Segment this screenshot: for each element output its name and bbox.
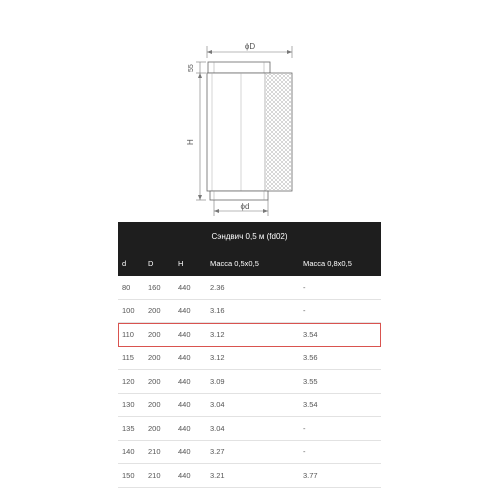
- spec-table: [118, 222, 381, 488]
- table-row: [118, 394, 381, 418]
- table-cell: 3.54: [303, 400, 318, 410]
- column-headers: [118, 250, 381, 276]
- table-row: [118, 347, 381, 371]
- table-cell: 160: [148, 282, 161, 292]
- table-cell: 210: [148, 447, 161, 457]
- table-cell: 3.21: [210, 470, 225, 480]
- table-cell: 3.54: [303, 329, 318, 339]
- table-cell: 115: [122, 353, 134, 363]
- column-header-mass-05: Масса 0,5x0,5: [210, 258, 259, 268]
- table-cell: -: [303, 306, 306, 316]
- table-row: [118, 441, 381, 465]
- table-cell: 200: [148, 376, 161, 386]
- table-cell: 3.12: [210, 353, 225, 363]
- table-row: [118, 417, 381, 441]
- table-cell: 3.04: [210, 400, 225, 410]
- table-header: [118, 222, 381, 276]
- table-cell: 100: [122, 306, 135, 316]
- table-cell: 120: [122, 376, 135, 386]
- height-label: H: [186, 139, 195, 145]
- table-title: Сэндвич 0,5 м (fd02): [211, 231, 288, 241]
- column-header-D: D: [148, 258, 154, 268]
- table-cell: 440: [178, 376, 191, 386]
- table-row: [118, 276, 381, 300]
- inner-diameter-dimension: [214, 200, 268, 216]
- outer-diameter-dimension: [207, 42, 292, 58]
- column-header-mass-08: Масса 0,8x0,5: [303, 258, 352, 268]
- table-cell: 200: [148, 423, 161, 433]
- table-cell: 440: [178, 329, 191, 339]
- table-cell: -: [303, 447, 306, 457]
- table-cell: 150: [122, 470, 135, 480]
- table-cell: 3.09: [210, 376, 225, 386]
- table-cell: 135: [122, 423, 135, 433]
- table-cell: 440: [178, 306, 191, 316]
- column-header-d: d: [122, 258, 127, 268]
- table-cell: 200: [148, 353, 161, 363]
- table-cell: 440: [178, 400, 191, 410]
- table-row: [118, 464, 381, 488]
- table-cell: 3.12: [210, 329, 225, 339]
- table-cell: 440: [178, 282, 191, 292]
- table-cell: 3.04: [210, 423, 225, 433]
- height-dimension: [186, 73, 206, 200]
- table-row: [118, 300, 381, 324]
- table-cell: -: [303, 423, 306, 433]
- table-cell: 3.55: [303, 376, 318, 386]
- outer-diameter-label: ϕD: [244, 42, 256, 51]
- insulation-hatch: [266, 74, 291, 190]
- table-row-highlighted: [118, 323, 381, 347]
- table-cell: 110: [122, 329, 134, 339]
- table-cell: 2.36: [210, 282, 225, 292]
- table-cell: 200: [148, 329, 161, 339]
- table-cell: 440: [178, 353, 191, 363]
- table-cell: 130: [122, 400, 135, 410]
- table-cell: 140: [122, 447, 135, 457]
- table-cell: 80: [122, 282, 131, 292]
- neck-label: 55: [188, 64, 195, 72]
- pipe-technical-drawing: [0, 0, 500, 220]
- table-cell: 200: [148, 306, 161, 316]
- table-cell: 440: [178, 423, 191, 433]
- table-body: [118, 276, 381, 488]
- neck-dimension: [188, 62, 206, 73]
- table-cell: -: [303, 282, 306, 292]
- table-cell: 3.56: [303, 353, 318, 363]
- table-cell: 3.77: [303, 470, 318, 480]
- pipe-body: [207, 62, 292, 200]
- column-header-H: H: [178, 258, 184, 268]
- table-cell: 210: [148, 470, 161, 480]
- table-cell: 200: [148, 400, 161, 410]
- table-cell: 3.27: [210, 447, 225, 457]
- table-cell: 3.16: [210, 306, 225, 316]
- table-row: [118, 370, 381, 394]
- table-cell: 440: [178, 447, 191, 457]
- inner-diameter-label: ϕd: [240, 202, 250, 211]
- table-cell: 440: [178, 470, 191, 480]
